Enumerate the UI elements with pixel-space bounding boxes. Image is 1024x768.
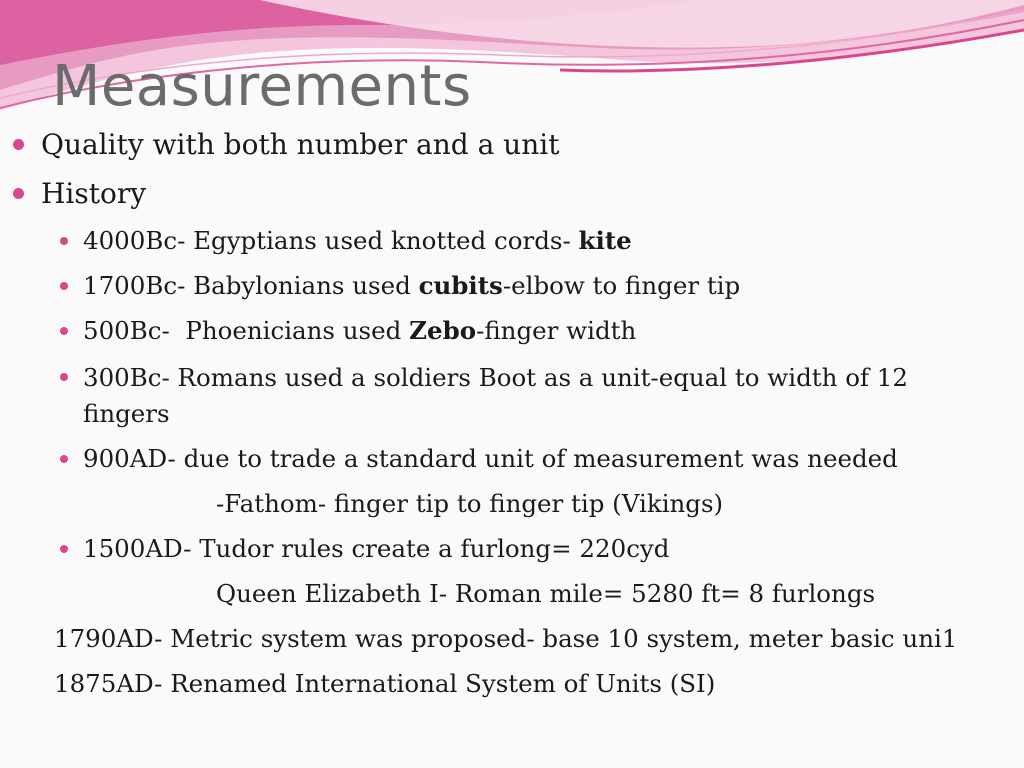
bullet-dot (60, 327, 68, 335)
sub-bullet-text: 500Bc- Phoenicians used (83, 316, 410, 345)
plain-line-1875ad: 1875AD- Renamed International System of Units (SI) (54, 669, 716, 698)
bullet-dot (60, 455, 68, 463)
bold-term: Zebo (409, 316, 477, 345)
sub-bullet-1500ad: 1500AD- Tudor rules create a furlong= 220cyd (83, 534, 670, 563)
bullet-dot (13, 139, 24, 150)
plain-line-1790ad: 1790AD- Metric system was proposed- base 10 system, meter basic uni1 (54, 624, 958, 653)
sub-bullet-1700bc (83, 271, 740, 300)
sub-bullet-text: 4000Bc- Egyptians used knotted cords- (83, 226, 579, 255)
sub-bullet-text: -finger width (476, 316, 637, 345)
bold-term: kite (578, 226, 632, 255)
bullet-dot (60, 545, 68, 553)
sub-bullet-900ad: 900AD- due to trade a standard unit of measurement was needed (83, 444, 898, 473)
bullet-history: History (41, 177, 147, 210)
bullet-dot (13, 188, 24, 199)
indented-line-fathom: -Fathom- finger tip to finger tip (Vikings) (216, 489, 724, 518)
bullet-dot (60, 237, 68, 245)
indented-line-queen-elizabeth: Queen Elizabeth I- Roman mile= 5280 ft= 8 furlongs (216, 579, 876, 608)
slide-title: Measurements (52, 54, 472, 119)
sub-bullet-300bc: 300Bc- Romans used a soldiers Boot as a unit-equal to width of 12 fingers (83, 363, 908, 428)
bullet-dot (60, 373, 68, 381)
sub-bullet-4000bc (83, 226, 632, 255)
sub-bullet-500bc (83, 316, 636, 345)
sub-bullet-text: 1700Bc- Babylonians used (83, 271, 419, 300)
sub-bullet-text: -elbow to finger tip (502, 271, 741, 300)
bullet-quality: Quality with both number and a unit (41, 128, 560, 161)
bold-term: cubits (418, 271, 503, 300)
bullet-dot (60, 282, 68, 290)
